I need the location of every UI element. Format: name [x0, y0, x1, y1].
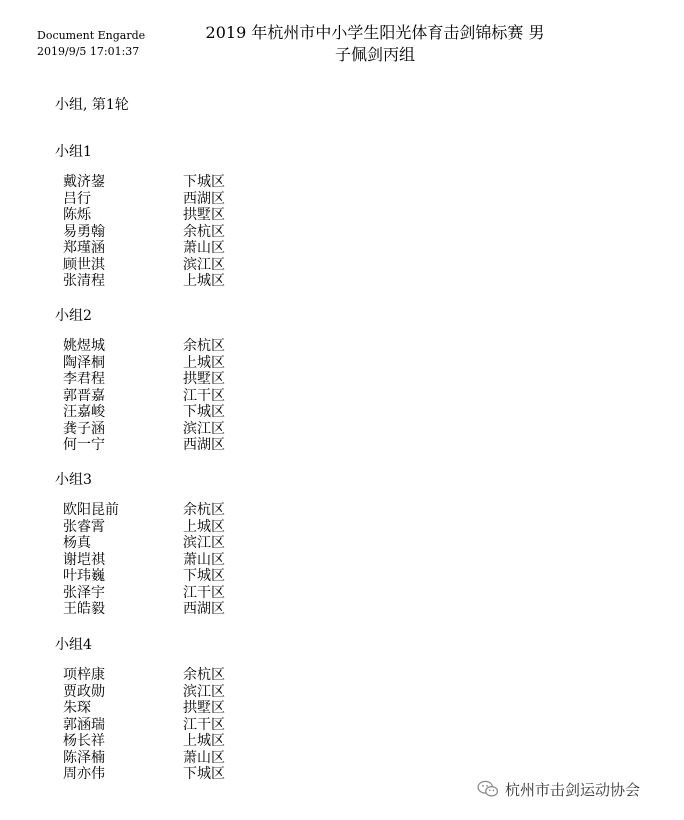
fencer-club: 下城区: [183, 174, 225, 190]
fencer-club: 余杭区: [183, 502, 225, 518]
fencer-club: 上城区: [183, 518, 225, 535]
fencer-name: 杨真: [63, 535, 91, 551]
fencer-club: 西湖区: [183, 437, 225, 453]
event-subtitle: 男子佩剑丙组: [334, 23, 545, 64]
watermark-text: 杭州市击剑运动协会: [505, 780, 641, 799]
fencer-name: 郭涵瑞: [63, 716, 105, 733]
fencer-name: 周亦伟: [63, 766, 105, 782]
competition-title: 2019 年杭州市中小学生阳光体育击剑锦标赛: [205, 23, 524, 42]
round-label: 小组, 第1轮: [55, 97, 129, 113]
watermark: [477, 778, 640, 800]
fencer-name: 郑瑾涵: [63, 240, 105, 256]
fencer-name: 张睿霄: [63, 518, 105, 535]
fencer-club: 西湖区: [183, 190, 225, 207]
fencer-club: 上城区: [183, 273, 225, 289]
fencer-club: 下城区: [183, 766, 225, 782]
fencer-club: 滨江区: [183, 256, 225, 273]
fencer-name: 张清程: [63, 273, 105, 289]
fencer-club: 江干区: [183, 387, 225, 404]
fencer-name: 姚煜城: [63, 338, 105, 354]
fencer-club: 滨江区: [183, 420, 225, 437]
fencer-name: 朱琛: [63, 700, 91, 716]
fencer-club: 下城区: [183, 404, 225, 420]
fencer-club: 萧山区: [183, 551, 225, 568]
pool-title: 小组2: [55, 308, 92, 324]
fencer-name: 何一宁: [63, 437, 105, 453]
fencer-club: 拱墅区: [183, 371, 225, 387]
fencer-name: 项梓康: [63, 667, 105, 683]
fencer-club: 拱墅区: [183, 700, 225, 716]
fencer-name: 杨长祥: [63, 733, 105, 749]
fencer-club: 江干区: [183, 584, 225, 601]
fencer-name: 王皓毅: [63, 601, 105, 617]
software-name: Document Engarde: [37, 29, 146, 42]
fencer-club: 萧山区: [183, 240, 225, 256]
fencer-name: 叶玮巍: [63, 568, 105, 584]
print-timestamp: 2019/9/5 17:01:37: [37, 45, 140, 58]
fencer-name: 顾世淇: [63, 256, 105, 273]
fencer-club: 拱墅区: [183, 207, 225, 223]
fencer-club: 余杭区: [183, 667, 225, 683]
fencer-name: 吕行: [63, 190, 91, 207]
fencer-name: 汪嘉峻: [63, 404, 105, 420]
fencer-name: 易勇翰: [63, 223, 105, 240]
pool-title: 小组3: [55, 472, 92, 488]
fencer-name: 戴济鋆: [63, 174, 105, 190]
fencer-club: 余杭区: [183, 223, 225, 240]
fencer-club: 余杭区: [183, 338, 225, 354]
fencer-name: 谢垲祺: [63, 551, 105, 568]
fencer-club: 滨江区: [183, 535, 225, 551]
fencer-name: 陈烁: [63, 207, 91, 223]
document-meta: [37, 28, 145, 60]
pool-title: 小组4: [55, 637, 92, 653]
document-title: [205, 22, 545, 66]
fencer-club: 滨江区: [183, 683, 225, 700]
wechat-icon: [477, 780, 499, 798]
fencer-club: 萧山区: [183, 749, 225, 766]
fencer-club: 江干区: [183, 716, 225, 733]
fencer-club: 西湖区: [183, 601, 225, 617]
fencer-name: 龚子涵: [63, 420, 105, 437]
fencer-name: 张泽宇: [63, 584, 105, 601]
fencer-name: 欧阳昆前: [63, 502, 119, 518]
fencer-name: 贾政勋: [63, 683, 105, 700]
fencer-name: 陶泽桐: [63, 354, 105, 371]
fencer-club: 上城区: [183, 733, 225, 749]
fencer-club: 下城区: [183, 568, 225, 584]
fencer-name: 陈泽楠: [63, 749, 105, 766]
fencer-name: 李君程: [63, 371, 105, 387]
fencer-name: 郭晋嘉: [63, 387, 105, 404]
pool-title: 小组1: [55, 144, 92, 160]
fencer-club: 上城区: [183, 354, 225, 371]
